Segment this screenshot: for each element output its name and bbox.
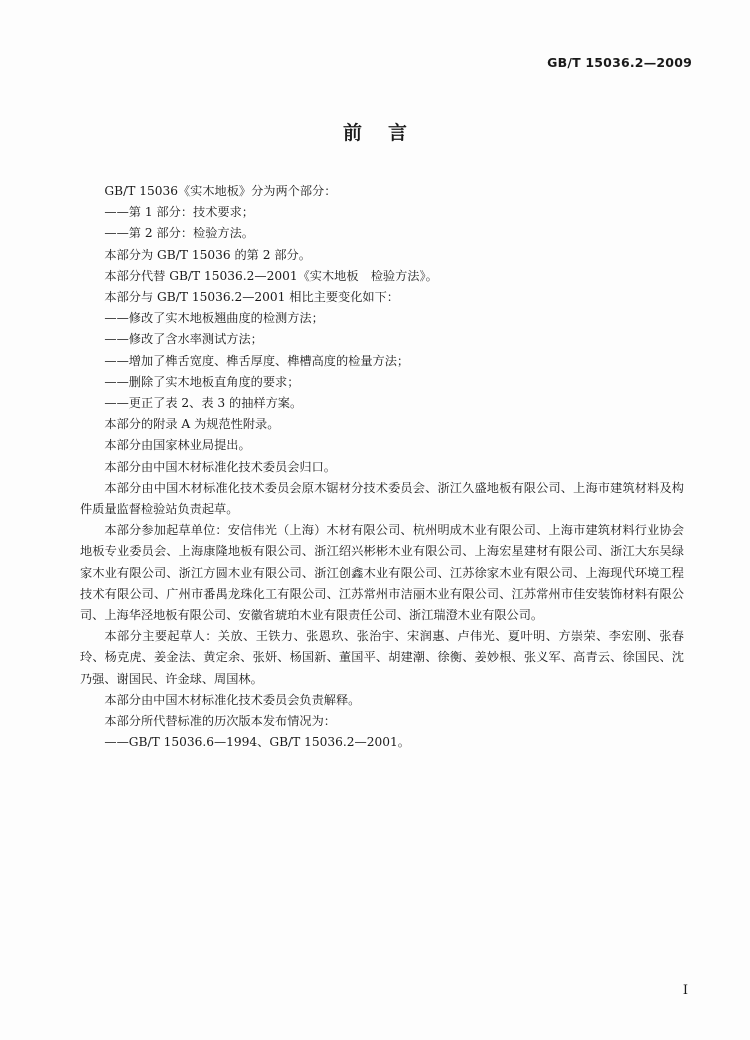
paragraph: GB/T 15036《实木地板》分为两个部分： bbox=[104, 184, 337, 198]
paragraph: 本部分与 GB/T 15036.2—2001 相比主要变化如下： bbox=[104, 290, 399, 305]
list-item: ——第 1 部分：技术要求； bbox=[104, 205, 254, 220]
paragraph: 本部分参加起草单位：安信伟光（上海）木材有限公司、杭州明成木业有限公司、上海市建筑材料行业协会地板专业委员会、上海康隆地板有限公司、浙江绍兴彬彬木业有限公司、上海宏星建材有限公司、浙江大东吴绿家木业有限公司、浙江方圆木业有限公司、浙江创鑫木业有限公司、江苏徐家木业有限公司、上海现代环境工程技术有限公司、广州市番禺龙珠化工有限公司、江苏常州市洁丽木业有限公司、江苏常州市佳安装饰材料有限公司、上海华泾地板有限公司、安徽省琥珀木业有限责任公司、浙江瑞澄木业有限公司。 bbox=[80, 523, 684, 623]
list-item: ——增加了榫舌宽度、榫舌厚度、榫槽高度的检量方法； bbox=[104, 353, 410, 368]
foreword-body bbox=[80, 181, 684, 753]
list-item: ——修改了实木地板翘曲度的检测方法； bbox=[104, 311, 324, 326]
document-code: GB/T 15036.2—2009 bbox=[547, 55, 692, 70]
paragraph: 本部分所代替标准的历次版本发布情况为： bbox=[104, 714, 336, 729]
list-item: ——删除了实木地板直角度的要求； bbox=[104, 374, 300, 389]
list-item: ——第 2 部分：检验方法。 bbox=[104, 226, 254, 241]
list-item: ——更正了表 2、表 3 的抽样方案。 bbox=[104, 396, 303, 411]
page-number: I bbox=[682, 983, 688, 998]
page-title: 前言 bbox=[342, 122, 433, 144]
paragraph: 本部分由中国木材标准化技术委员会原木锯材分技术委员会、浙江久盛地板有限公司、上海市建筑材料及构件质量监督检验站负责起草。 bbox=[80, 480, 684, 517]
paragraph: 本部分由国家林业局提出。 bbox=[104, 438, 251, 453]
paragraph: 本部分代替 GB/T 15036.2—2001《实木地板 检验方法》。 bbox=[104, 268, 438, 283]
paragraph: 本部分由中国木材标准化技术委员会归口。 bbox=[104, 459, 336, 474]
list-item: ——修改了含水率测试方法； bbox=[104, 332, 263, 347]
list-item: ——GB/T 15036.6—1994、GB/T 15036.2—2001。 bbox=[104, 735, 410, 750]
paragraph: 本部分为 GB/T 15036 的第 2 部分。 bbox=[104, 247, 311, 262]
paragraph: 本部分主要起草人：关放、王铁力、张恩玖、张治宇、宋润惠、卢伟光、夏叶明、方崇荣、李宏刚、张春玲、杨克虎、姜金法、黄定余、张妍、杨国新、董国平、胡建潮、徐衡、姜妙根、张义军、高青云、徐国民、沈乃强、谢国民、许金球、周国林。 bbox=[80, 629, 684, 686]
paragraph: 本部分的附录 A 为规范性附录。 bbox=[104, 417, 280, 432]
paragraph: 本部分由中国木材标准化技术委员会负责解释。 bbox=[104, 692, 361, 707]
